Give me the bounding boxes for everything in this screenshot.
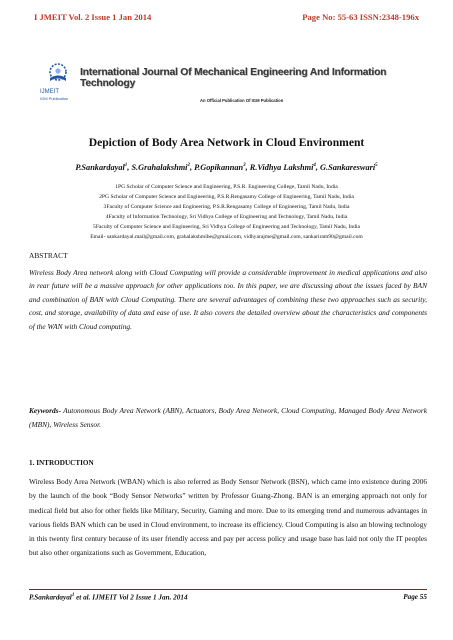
affiliation-line: 4Faculty of Information Technology, Sri Vidhya College of Engineering and Technology, Tamil Nadu, India	[105, 214, 348, 221]
footer-left	[29, 593, 188, 601]
footer-divider	[29, 589, 427, 590]
author-sup: 5	[375, 163, 378, 169]
header-right: Page No: 55-63 ISSN:2348-196x	[302, 12, 419, 22]
author-name: S.Grahalakshmi	[131, 163, 188, 172]
footer-author-sup: 1	[71, 593, 75, 598]
affiliation-line: 2PG Scholar of Computer Science and Engineering, P.S.R.Rengasamy College of Engineering, Tamil Nadu, India	[99, 194, 354, 201]
keywords-label: Keywords-	[29, 406, 62, 415]
email-line: Email- sankardayal.mail@gmail.com, grahalakshmibe@gmail.com, vidhyarajme@gmail.com, sankariram90@gmail.com	[90, 234, 363, 241]
journal-logo	[40, 62, 80, 106]
gear-book-icon	[44, 62, 72, 84]
official-publication: An Official Publication Of IGM Publication	[200, 98, 284, 103]
author-sup: 2	[187, 163, 190, 169]
keywords-paragraph	[29, 404, 427, 432]
footer-author: P.Sankardayal	[29, 593, 72, 602]
journal-masthead	[40, 56, 420, 110]
section-heading-introduction: 1. INTRODUCTION	[29, 459, 94, 467]
affiliations	[0, 182, 453, 243]
author-name: G.Sankareswari	[320, 163, 376, 172]
author-sup: 1	[124, 163, 128, 169]
abstract-text: Wireless Body Area network along with Cloud Computing will provide a considerable improvement in medical applications and also in rear future will be a massive approach for other applications too. In this paper, we are discussing about the issues faced by BAN and combination of BAN with Cloud Computing. There are several advantages of combining these two approaches such as security, cost, and storage, availability of data and ease of use. It also covers the detailed overview about the characteristics and components of the WAN with Cloud computing.	[29, 268, 427, 331]
keywords-text: Autonomous Body Area Network (ABN), Actuators, Body Area Network, Cloud Computing, Managed Body Area Network (MBN), Wireless Sensor.	[29, 406, 427, 429]
affiliation-line: 1PG Scholar of Computer Science and Engineering, P.S.R. Engineering College, Tamil Nadu, India	[115, 184, 338, 190]
running-footer	[29, 593, 427, 601]
author-sup: 3	[243, 163, 246, 169]
introduction-text: Wireless Body Area Network (WBAN) which is also referred as Body Sensor Network (BSN), which came into existence during 2006 by the launch of the book “Body Sensor Networks” written by Professor Guang-Zhong. BAN is an emerging approach not only for medical field but also for other fields like Military, Security, Gaming and more. Due to its emerging trend and numerous advantages in various fields BAN which can be used in Cloud environment, to increase its efficiency. Cloud Computing is also an blowing technology in this twenty first century because of its user friendly access and pay per access policy and usage base has laid not only the IT peoples but also other organizations such as Government, Education,	[29, 477, 427, 558]
affiliation-line: 5Faculty of Computer Science and Engineering, Sri Vidhya College of Engineering and Technology, Tamil Nadu, India	[93, 224, 360, 231]
footer-citation: et al. IJMEIT Vol 2 Issue 1 Jan. 2014	[74, 593, 188, 602]
author-name: P.Sankardayal	[75, 163, 125, 172]
header-left: I JMEIT Vol. 2 Issue 1 Jan 2014	[34, 12, 152, 22]
journal-name: International Journal Of Mechanical Engineering And Information Technology	[80, 67, 387, 89]
abstract-heading: ABSTRACT	[29, 251, 68, 260]
running-header	[34, 12, 419, 22]
logo-subtext: IGM Publication	[40, 96, 69, 101]
page-number: Page 55	[403, 593, 427, 601]
author-name: P.Gopikannan	[194, 163, 244, 172]
affiliation-line: 3Faculty of Computer Science and Engineering, P.S.R.Rengasamy College of Engineering, Tamil Nadu, India	[103, 204, 350, 211]
paper-title: Depiction of Body Area Network in Cloud Environment	[88, 136, 365, 149]
logo-text: IJMEIT	[40, 89, 59, 95]
author-name: R.Vidhya Lakshmi	[249, 163, 314, 172]
author-list: P.Sankardayal$^1$, S.Grahalakshmi$^2$, P.Gopikannan$^3$, R.Vidhya Lakshmi$^4$, G.Sankareswari$^5$	[75, 163, 378, 172]
author-sup: 4	[313, 163, 316, 169]
